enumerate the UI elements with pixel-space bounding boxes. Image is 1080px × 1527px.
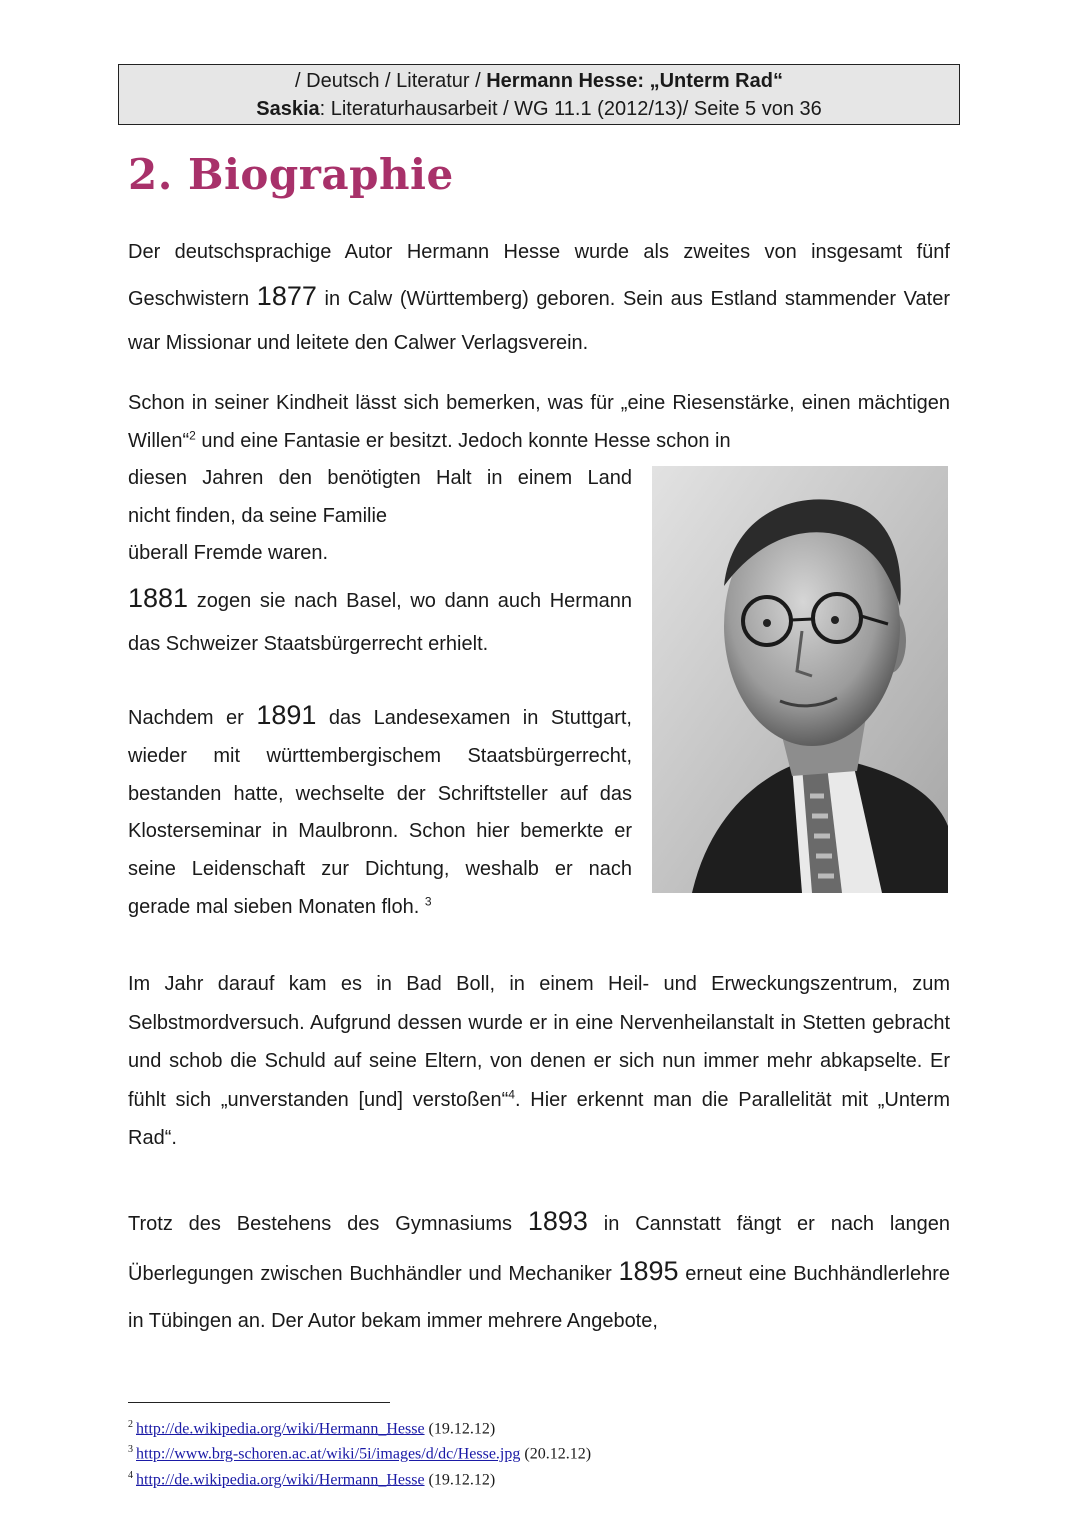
page-header [118, 64, 960, 125]
paragraph-5: Trotz des Bestehens des Gymnasiums 1893 in Cannstatt fängt er nach langen Überlegungen zwischen Buchhändler und Mechaniker 1895 erneut eine Buchhändlerlehre in Tübingen an. Der Autor bekam immer mehrere Angebote, [128, 1206, 950, 1332]
year-1881: 1881 [128, 583, 189, 613]
year-1893: 1893 [527, 1206, 588, 1236]
paragraph-2-intro: Schon in seiner Kindheit lässt sich bemerken, was für „eine Riesenstärke, einen mächtigen Willen“$^2$ und eine Fantasie er besitzt. Jedoch konnte Hesse schon in [128, 392, 950, 452]
footnote-ref-4[interactable]: 4 [508, 1086, 515, 1101]
footnote-4: $^4$ http://de.wikipedia.org/wiki/Hermann_Hesse (19.12.12) [128, 1469, 496, 1488]
hermann-hesse-portrait [652, 466, 948, 893]
header-meta: : Literaturhausarbeit / WG 11.1 (2012/13)/ Seite 5 von 36 [319, 98, 822, 120]
portrait-photo-icon [652, 466, 948, 893]
section-title: 2. Biographie [128, 150, 454, 199]
year-1895: 1895 [618, 1256, 679, 1286]
footnote-ref-3[interactable]: 3 [424, 894, 432, 909]
paragraph-1: Der deutschsprachige Autor Hermann Hesse wurde als zweites von insgesamt fünf Geschwistern 1877 in Calw (Württemberg) geboren. Sein aus Estland stammender Vater war Missionar und leitete den Calwer Verlagsverein. [128, 241, 950, 354]
header-line-1 [119, 67, 959, 95]
header-subject: / Deutsch / Literatur / [295, 70, 487, 92]
year-1891: 1891 [256, 700, 317, 730]
year-1877: 1877 [256, 281, 317, 311]
footnote-link-2[interactable]: http://de.wikipedia.org/wiki/Hermann_Hesse [136, 1420, 425, 1438]
paragraph-3: Nachdem er 1891 das Landesexamen in Stuttgart, wieder mit württembergischem Staatsbürgerrecht, bestanden hatte, wechselte der Schriftsteller auf das Klosterseminar in Maulbronn. Schon hier bemerkte er seine Leidenschaft zur Dichtung, weshalb er nach gerade mal sieben Monaten floh. $^3$ [128, 700, 632, 918]
footnote-ref-2[interactable]: 2 [189, 428, 196, 443]
paragraph-2-basel: 1881 zogen sie nach Basel, wo dann auch Hermann das Schweizer Staatsbürgerrecht erhielt. [128, 583, 632, 655]
footnote-2: $^2$ http://de.wikipedia.org/wiki/Hermann_Hesse (19.12.12) [128, 1419, 496, 1438]
header-work-title: Hermann Hesse: „Unterm Rad“ [486, 70, 783, 92]
footnote-link-3[interactable]: http://www.brg-schoren.ac.at/wiki/5i/images/d/dc/Hesse.jpg [136, 1445, 521, 1463]
paragraph-4: Im Jahr darauf kam es in Bad Boll, in einem Heil- und Erweckungszentrum, zum Selbstmordversuch. Aufgrund dessen wurde er in eine Nervenheilanstalt in Stetten gebracht und schob die Schuld auf seine Eltern, von denen er sich nun immer mehr abkapselte. Er fühlt sich „unverstanden [und] verstoßen“$^4$. Hier erkennt man die Parallelität mit „Unterm Rad“. [128, 973, 950, 1149]
footnotes [128, 1414, 591, 1490]
header-line-2 [119, 95, 959, 123]
footnote-3: $^3$ http://www.brg-schoren.ac.at/wiki/5i/images/d/dc/Hesse.jpg (20.12.12) [128, 1444, 592, 1463]
footnote-link-4[interactable]: http://de.wikipedia.org/wiki/Hermann_Hesse [136, 1470, 425, 1488]
paragraph-2-left: diesen Jahren den benötigten Halt in einem Land nicht finden, da seine Familie überall Fremde waren. [128, 467, 632, 564]
footnote-divider [128, 1402, 390, 1403]
header-author: Saskia [256, 98, 320, 120]
